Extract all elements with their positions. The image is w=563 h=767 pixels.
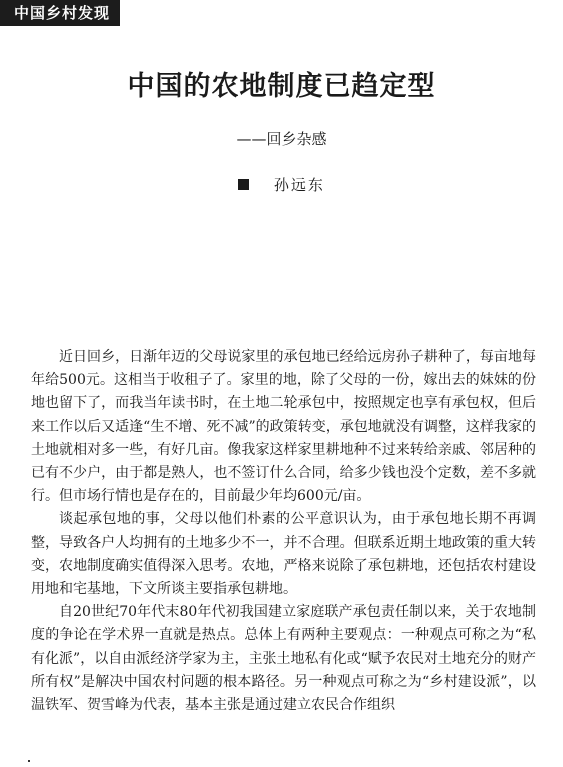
paragraph: 自20世纪70年代末80年代初我国建立家庭联产承包责任制以来，关于农地制度的争论在学术界一直就是热点。总体上有两种主要观点：一种观点可称之为“私有化派”，以自由派经济学家为主，主张土地私有化或“赋予农民对土地充分的财产所有权”是解决中国农村问题的根本路径。另一种观点可称之为“乡村建设派”，以温铁军、贺雪峰为代表，基本主张是通过建立农民合作组织 [31,604,536,714]
article-body [31,346,536,717]
page-mark [28,760,30,762]
author-byline [0,174,563,195]
paragraph: 谈起承包地的事，父母以他们朴素的公平意识认为，由于承包地长期不再调整，导致各户人均拥有的土地多少不一，并不合理。但联系近期土地政策的重大转变，农地制度确实值得深入思考。农地，严格来说除了承包耕地，还包括农村建设用地和宅基地，下文所谈主要指承包耕地。 [31,511,536,598]
section-label: 中国乡村发现 [0,0,120,26]
author-name: 孙远东 [273,176,325,194]
article-title: 中国的农地制度已趋定型 [127,71,436,102]
square-bullet-icon [238,179,249,190]
paragraph: 近日回乡，日渐年迈的父母说家里的承包地已经给远房孙子耕种了，每亩地每年给500元。这相当于收租子了。家里的地，除了父母的一份，嫁出去的妹妹的份地也留下了，而我当年读书时，在土地二轮承包中，按照规定也享有承包权，但后来工作以后又适逢“生不增、死不减”的政策转变，承包地就没有调整，这样我家的土地就相对多一些，有好几亩。像我家这样家里耕地种不过来转给亲戚、邻居种的已有不少户，由于都是熟人，也不签订什么合同，给多少钱也没个定数，差不多就行。但市场行情也是存在的，目前最少年均600元/亩。 [31,349,536,505]
article-subtitle: ——回乡杂感 [236,130,327,148]
